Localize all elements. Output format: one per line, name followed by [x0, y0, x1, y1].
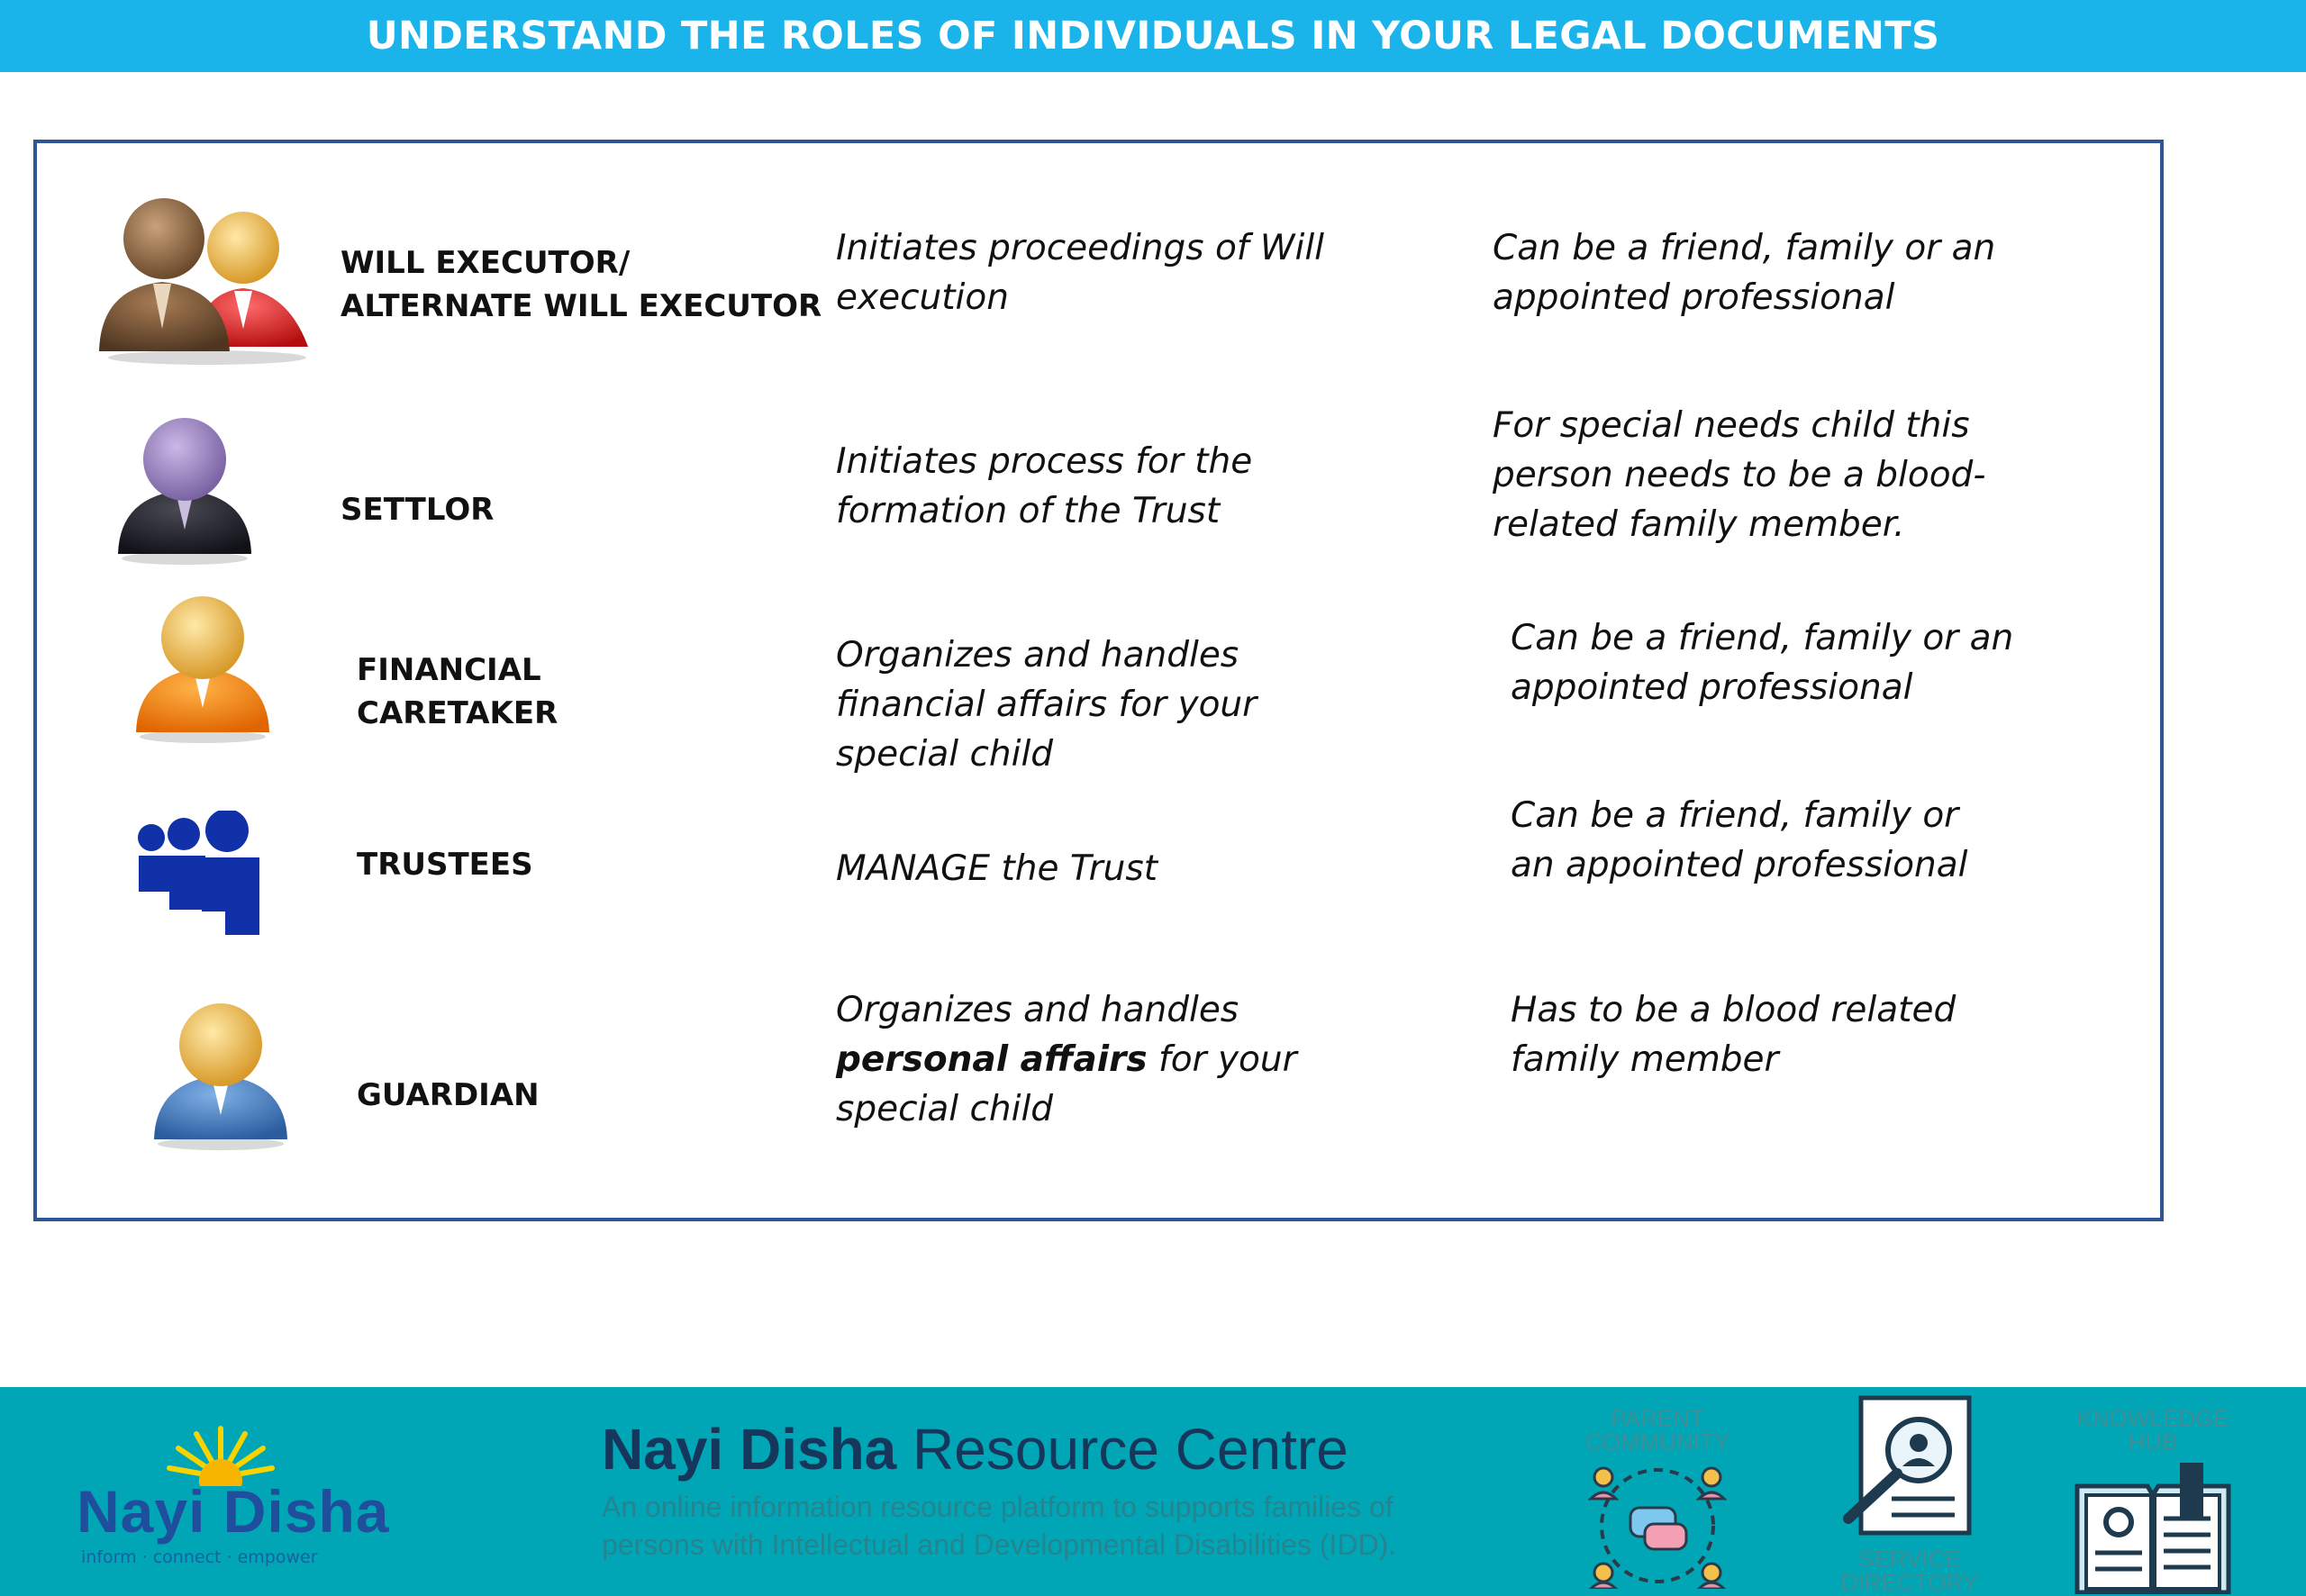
role-function-trustees: MANAGE the Trust — [836, 848, 1158, 889]
role-name-will-executor: WILL EXECUTOR/ ALTERNATE WILL EXECUTOR — [340, 245, 822, 324]
knowledge-hub-label: KNOWLEDGE HUB — [2076, 1405, 2229, 1455]
role-name-guardian: GUARDIAN — [357, 1077, 540, 1113]
title-bar — [0, 0, 2306, 72]
centre-name: Nayi Disha Resource Centre — [602, 1417, 1348, 1482]
knowledge-book-icon — [2072, 1459, 2234, 1594]
person-orange-icon — [131, 593, 275, 746]
centre-description: An online information resource platform to supports families of persons with Intellectual and Developmental Disabilities (IDD). — [602, 1491, 1397, 1561]
nayi-disha-logo[interactable] — [77, 1423, 419, 1567]
role-eligibility-trustees: Can be a friend, family or an appointed professional — [1511, 795, 1968, 885]
service-directory-label: SERVICE DIRECTORY — [1840, 1546, 1979, 1596]
footer-banner — [0, 1387, 2306, 1596]
directory-search-icon — [1829, 1394, 1991, 1543]
person-blue-icon — [149, 998, 293, 1153]
service-directory-link[interactable] — [1820, 1394, 2000, 1594]
role-eligibility-will-executor: Can be a friend, family or an appointed professional — [1493, 228, 1996, 318]
logo-tagline: inform · connect · empower — [81, 1547, 318, 1567]
parent-community-link[interactable] — [1567, 1407, 1748, 1591]
role-name-trustees: TRUSTEES — [357, 847, 533, 883]
role-name-settlor: SETTLOR — [340, 492, 495, 528]
role-function-settlor: Initiates process for the formation of the Trust — [836, 441, 1253, 531]
role-function-financial-caretaker: Organizes and handles financial affairs for your special child — [836, 635, 1257, 775]
group-icon — [135, 811, 261, 937]
person-purple-icon — [113, 414, 257, 567]
role-eligibility-financial-caretaker: Can be a friend, family or an appointed professional — [1511, 618, 2014, 708]
role-eligibility-settlor: For special needs child this person needs to be a blood- related family member. — [1493, 405, 1986, 545]
role-name-financial-caretaker: FINANCIAL CARETAKER — [357, 652, 558, 731]
two-people-icon — [90, 194, 315, 365]
parent-community-label: PARENT COMMUNITY — [1584, 1405, 1730, 1455]
community-icon — [1584, 1459, 1731, 1589]
knowledge-hub-link[interactable] — [2063, 1407, 2243, 1591]
role-eligibility-guardian: Has to be a blood related family member — [1511, 990, 1956, 1080]
page-title: UNDERSTAND THE ROLES OF INDIVIDUALS IN YOUR LEGAL DOCUMENTS — [366, 14, 1940, 59]
logo-wordmark: Nayi Disha — [77, 1478, 390, 1545]
role-function-will-executor: Initiates proceedings of Will execution — [836, 228, 1325, 318]
role-function-guardian: Organizes and handles personal affairs for your special child — [836, 990, 1297, 1129]
